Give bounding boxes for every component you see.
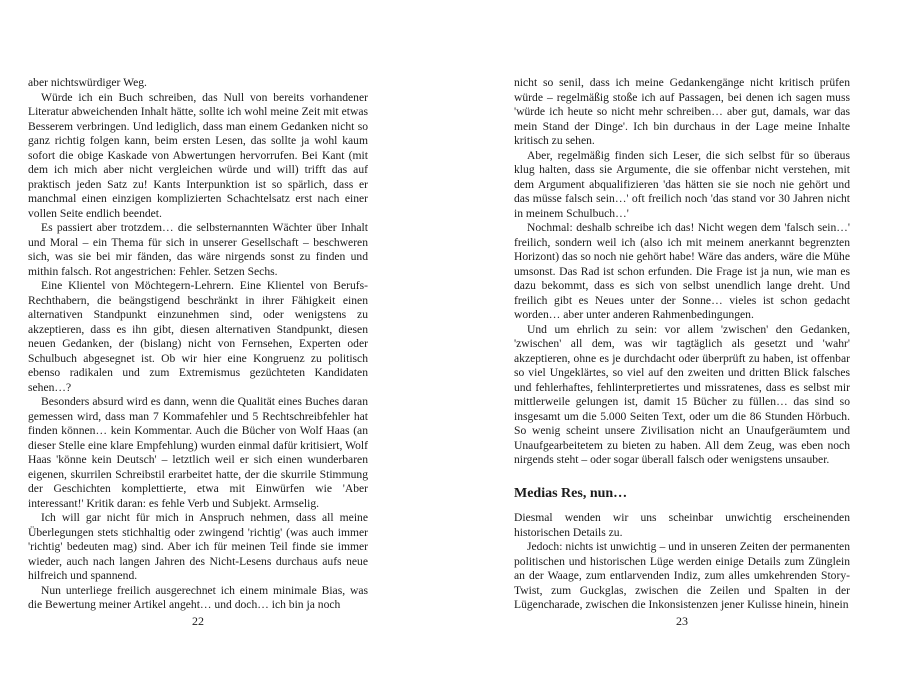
paragraph: Eine Klientel von Möchtegern-Lehrern. Eine Klientel von Berufs-Rechthabern, die beängstigend beschränkt in ihrer Fähigkeit einen alternativen Standpunkt einzunehmen sind, oder wenigstens zu akzeptieren, dass es ihn gibt, diesen alternativen Standpunkt, diesen neuen Gedanken, der (bislang) nicht von Fernsehen, Experten oder Schulbuch abgesegnet ist. Ob wir hier eine Kongruenz zu politisch ebenso radikalen und zum Extremismus gezüchteten Kandidaten sehen…? — [28, 279, 368, 394]
paragraph: Und um ehrlich zu sein: vor allem 'zwischen' den Gedanken, 'zwischen' all dem, was wir tagtäglich als gesetzt und 'wahr' akzeptieren, ohne es je durchdacht oder überprüft zu haben, ist offenbar so viel Ungeklärtes, so viel auf den zweiten und dritten Blick falsches und fehlerhaftes, fehlinterpretiertes und missratenes, dass es selbst mir mittlerweile gelungen ist, damit 15 Bücher zu füllen… das sind so insgesamt um die 5.000 Seiten Text, oder um die 86 Stunden Hörbuch. So wenig scheint unsere Zivilisation nicht an Unaufgeräumtem und Unaufgearbeitetem zu bieten zu haben. All dem Zeug, was eben noch nirgends steht – oder sogar überall falsch oder wenigstens unsauber. — [514, 322, 850, 466]
right-page — [450, 0, 900, 675]
left-page-text — [28, 76, 368, 613]
paragraph: Jedoch: nichts ist unwichtig – und in unseren Zeiten der permanenten politischen und historischen Lüge werden einige Details zum Zünglein an der Waage, zum entlarvenden Indiz, zum alles umkehrenden Story-Twist, zum Guckglas, zwischen die Zeilen und Spalten in der Lügencharade, zwischen die Inkonsistenzen jener Kulisse hinein, hinein — [514, 540, 850, 611]
paragraph: Nochmal: deshalb schreibe ich das! Nicht wegen dem 'falsch sein…' freilich, sondern weil ich (also ich mit meinem anerkannt begrenzten Horizont) das so noch nie gehört habe! Wäre das anders, wäre die Mühe umsonst. Das Rad ist schon erfunden. Die Frage ist ja nun, wie man es dazu bekommt, dass es sich von selbst unendlich lange dreht. Und freilich gibt es Neues unter der Sonne… vieles ist schon gedacht worden… aber unter anderen Rahmenbedingungen. — [514, 221, 850, 321]
paragraph: Aber, regelmäßig finden sich Leser, die sich selbst für so überaus klug halten, dass sie Argumente, die sie offenbar nicht verstehen, mit dem Argument abqualifizieren 'das hätten sie sie noch nie gehört und das müsse falsch sein…' oft freilich noch 'das stand vor 30 Jahren nicht in meinem Schulbuch…' — [514, 148, 850, 220]
section-heading: Medias Res, nun… — [514, 485, 628, 501]
paragraph: nicht so senil, dass ich meine Gedankengänge nicht kritisch prüfen würde – regelmäßig stoße ich auf Passagen, bei denen ich sagen muss 'würde ich heute so nicht mehr schreiben… aber gut, damals, war das mein Stand der Dinge'. Ich bin durchaus in der Lage meine Inhalte kritisch zu sehen. — [514, 76, 850, 147]
paragraph: aber nichtswürdiger Weg. — [28, 76, 147, 89]
paragraph: Würde ich ein Buch schreiben, das Null von bereits vorhandener Literatur abweichenden Inhalt hätte, sollte ich wohl meine Zeit mit etwas Besserem verbringen. Und lediglich, dass man einem Gedanken nicht so ganz richtig folgen kann, beim ersten Lesen, das sollte ja wohl kaum sofort die obige Kaskade von Abwertungen hervorrufen. Bei Kant (mit dem ich mich aber nicht vergleichen würde und will) trifft das auf praktisch jeden Satz zu! Kants Interpunktion ist so spärlich, dass er manchmal einen einzigen komplizierten Schachtelsatz erst nach einer vollen Seite endlich beendet. — [28, 90, 368, 220]
right-page-text — [514, 76, 850, 613]
paragraph: Diesmal wenden wir uns scheinbar unwichtig erscheinenden historischen Details zu. — [514, 511, 850, 539]
page-number: 23 — [676, 614, 688, 628]
paragraph: Es passiert aber trotzdem… die selbsternannten Wächter über Inhalt und Moral – ein Thema für sich in unserer Gesellschaft – beschweren sich, was sie bei mir fänden, das wäre nirgends sonst zu finden und mithin falsch. Rot angestrichen: Fehler. Setzen Sechs. — [28, 221, 368, 278]
paragraph: Nun unterliege freilich ausgerechnet ich einem minimale Bias, was die Bewertung meiner Artikel angeht… und doch… ich bin ja noch — [28, 583, 368, 611]
paragraph: Ich will gar nicht für mich in Anspruch nehmen, dass all meine Überlegungen stets stichhaltig oder zwingend 'richtig' (was auch immer 'richtig' bedeuten mag) sind. Aber ich für meinen Teil finde sie immer wieder, auch nach langen Jahren des Nicht-Lesens durchaus aufs neue hilfreich und spannend. — [28, 511, 368, 582]
page-number: 22 — [192, 614, 204, 628]
paragraph: Besonders absurd wird es dann, wenn die Qualität eines Buches daran gemessen wird, dass man 7 Kommafehler und 5 Rechtschreibfehler hat finden können… kein Kommentar. Auch die Bücher von Wolf Haas (an dieser Stelle eine klare Empfehlung) wurden einmal dafür kritisiert, Wolf Haas 'könne kein Deutsch' – letztlich weil er sich einen wunderbaren eigenen, skurrilen Schreibstil erarbeitet hatte, der die skurrile Stimmung der Geschichten komplettierte, etwa mit Einwürfen wie 'Aber interessant!' Kritik daran: es fehle Verb und Subjekt. Armselig. — [28, 395, 368, 510]
